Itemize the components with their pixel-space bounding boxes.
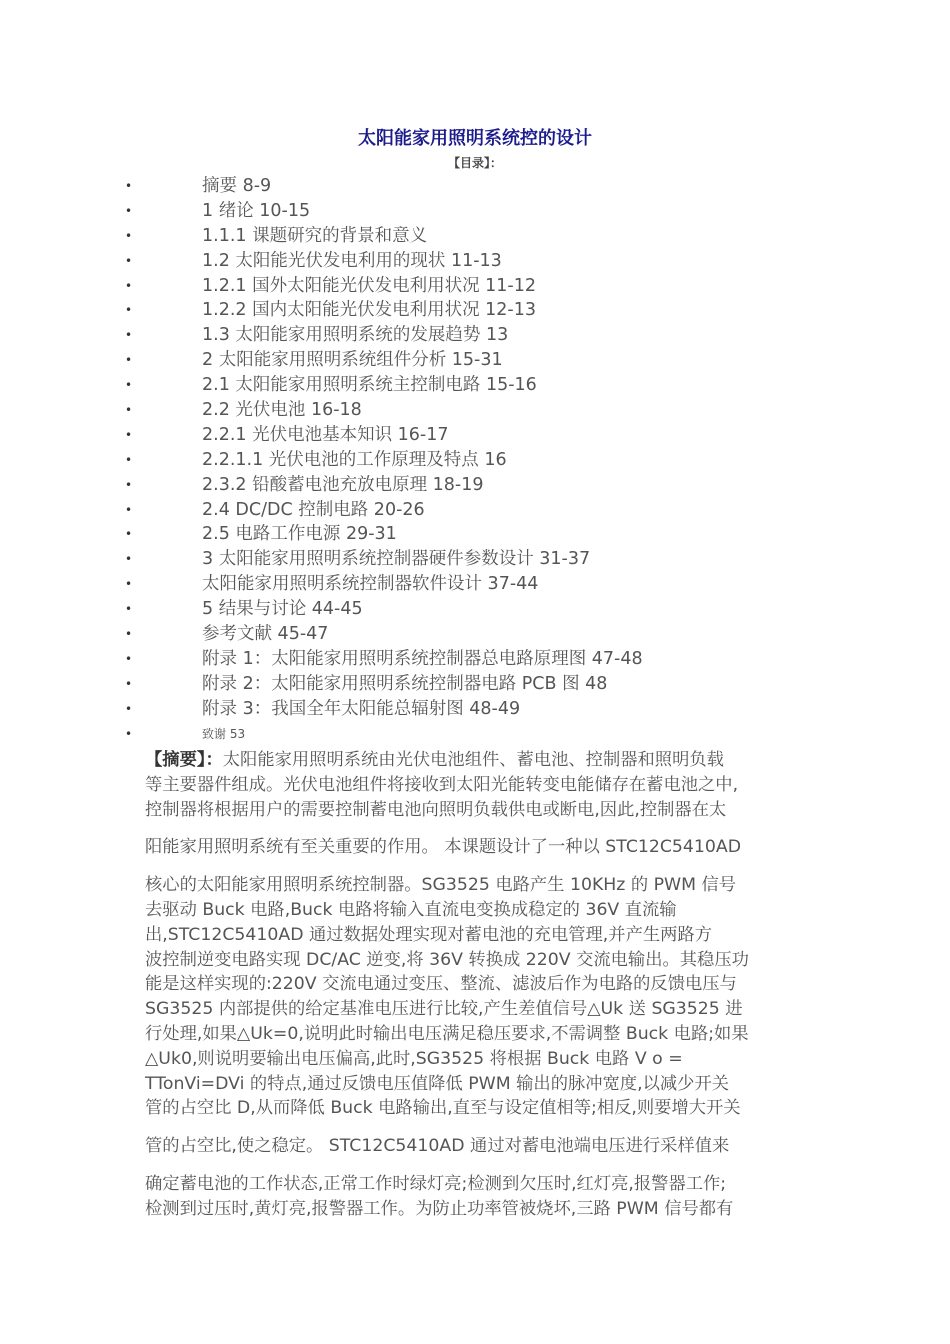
toc-item-label: 摘要 8-9 (202, 176, 272, 196)
toc-item[interactable] (125, 572, 825, 597)
toc-item-label: 2.2.1 光伏电池基本知识 16-17 (202, 424, 449, 445)
abstract-line: 确定蓄电池的工作状态,正常工作时绿灯亮;检测到欠压时,红灯亮,报警器工作; (145, 1173, 727, 1194)
toc-item-label: 附录 2：太阳能家用照明系统控制器电路 PCB 图 48 (202, 673, 608, 694)
abstract-line: △Uk0,则说明要输出电压偏高,此时,SG3525 将根据 Buck 电路 V o = (145, 1048, 683, 1069)
toc-item[interactable] (125, 348, 825, 373)
bullet-icon: • (125, 477, 133, 492)
toc-item-label: 2.2.1.1 光伏电池的工作原理及特点 16 (202, 449, 507, 470)
toc-item-label: 5 结果与讨论 44-45 (202, 599, 363, 620)
document-title: 太阳能家用照明系统控的设计 (358, 128, 592, 149)
toc-item[interactable] (125, 174, 825, 199)
toc-item[interactable] (125, 249, 825, 274)
toc-item[interactable] (125, 423, 825, 448)
abstract-line: 阳能家用照明系统有至关重要的作用。 本课题设计了一种以 STC12C5410AD (145, 837, 742, 858)
toc-heading: 【目录】： (447, 156, 502, 170)
abstract-text: 太阳能家用照明系统由光伏电池组件、蓄电池、控制器和照明负载 (222, 750, 724, 770)
bullet-icon: • (125, 577, 133, 592)
bullet-icon: • (125, 701, 133, 716)
bullet-icon: • (125, 676, 133, 691)
toc-item-label: 3 太阳能家用照明系统控制器硬件参数设计 31-37 (202, 549, 591, 570)
bullet-icon: • (125, 378, 133, 393)
toc-item-label: 2.3.2 铅酸蓄电池充放电原理 18-19 (202, 474, 484, 495)
toc-item-label: 附录 3：我国全年太阳能总辐射图 48-49 (202, 698, 521, 719)
toc-item[interactable] (125, 647, 825, 672)
bullet-icon: • (125, 627, 133, 642)
toc-item[interactable] (125, 373, 825, 398)
abstract-line: 去驱动 Buck 电路,Buck 电路将输入直流电变换成稳定的 36V 直流输 (145, 899, 677, 920)
abstract-line: TTonVi=DVi 的特点,通过反馈电压值降低 PWM 输出的脉冲宽度,以减少开关 (145, 1073, 730, 1094)
abstract-line: 管的占空比 D,从而降低 Buck 电路输出,直至与设定值相等;相反,则要增大开关 (145, 1098, 741, 1119)
toc-item-label: 致谢 53 (202, 726, 246, 741)
bullet-icon: • (125, 427, 133, 442)
toc-item[interactable] (125, 597, 825, 622)
toc-item[interactable] (125, 473, 825, 498)
toc-item-label: 1.3 太阳能家用照明系统的发展趋势 13 (202, 325, 509, 346)
abstract-line: 管的占空比,使之稳定。 STC12C5410AD 通过对蓄电池端电压进行采样值来 (145, 1136, 730, 1157)
bullet-icon: • (125, 602, 133, 617)
bullet-icon: • (125, 353, 133, 368)
abstract-line: SG3525 内部提供的给定基准电压进行比较,产生差值信号△Uk 送 SG3525 进 (145, 999, 743, 1020)
toc-item-label: 2.1 太阳能家用照明系统主控制电路 15-16 (202, 375, 537, 396)
bullet-icon: • (125, 726, 133, 741)
abstract-line: 行处理,如果△Uk=0,说明此时输出电压满足稳压要求,不需调整 Buck 电路;如果 (145, 1023, 749, 1044)
abstract-line: 检测到过压时,黄灯亮,报警器工作。为防止功率管被烧坏,三路 PWM 信号都有 (145, 1198, 734, 1219)
bullet-icon: • (125, 253, 133, 268)
toc-item-label: 2.2 光伏电池 16-18 (202, 400, 362, 421)
table-of-contents (125, 174, 825, 746)
abstract-line: 等主要器件组成。光伏电池组件将接收到太阳光能转变电能储存在蓄电池之中, (145, 774, 739, 795)
bullet-icon: • (125, 278, 133, 293)
toc-item[interactable] (125, 498, 825, 523)
toc-item-label: 1.2 太阳能光伏发电利用的现状 11-13 (202, 250, 502, 271)
bullet-icon: • (125, 527, 133, 542)
toc-item[interactable] (125, 722, 825, 747)
toc-item-label: 1 绪论 10-15 (202, 200, 311, 221)
toc-item[interactable] (125, 224, 825, 249)
abstract-line: 控制器将根据用户的需要控制蓄电池向照明负载供电或断电,因此,控制器在太 (145, 799, 727, 820)
abstract-section (145, 748, 810, 1222)
bullet-icon: • (125, 403, 133, 418)
toc-item[interactable] (125, 274, 825, 299)
abstract-line: 出,STC12C5410AD 通过数据处理实现对蓄电池的充电管理,并产生两路方 (145, 924, 712, 945)
abstract-line: 核心的太阳能家用照明系统控制器。SG3525 电路产生 10KHz 的 PWM 信号 (145, 875, 737, 896)
toc-item[interactable] (125, 547, 825, 572)
bullet-icon: • (125, 228, 133, 243)
toc-item-label: 2.5 电路工作电源 29-31 (202, 524, 397, 545)
toc-item[interactable] (125, 298, 825, 323)
abstract-line (145, 748, 810, 773)
bullet-icon: • (125, 203, 133, 218)
toc-item-label: 2 太阳能家用照明系统组件分析 15-31 (202, 350, 503, 371)
abstract-line: 能是这样实现的:220V 交流电通过变压、整流、滤波后作为电路的反馈电压与 (145, 974, 737, 995)
toc-item[interactable] (125, 622, 825, 647)
toc-item[interactable] (125, 199, 825, 224)
toc-item[interactable] (125, 522, 825, 547)
toc-item[interactable] (125, 697, 825, 722)
abstract-label: 【摘要】： (145, 750, 223, 770)
bullet-icon: • (125, 502, 133, 517)
toc-item-label: 参考文献 45-47 (202, 624, 329, 645)
toc-item[interactable] (125, 398, 825, 423)
bullet-icon: • (125, 552, 133, 567)
toc-item-label: 1.1.1 课题研究的背景和意义 (202, 225, 428, 246)
toc-item-label: 2.4 DC/DC 控制电路 20-26 (202, 499, 425, 520)
toc-item[interactable] (125, 448, 825, 473)
toc-item[interactable] (125, 323, 825, 348)
toc-item-label: 1.2.2 国内太阳能光伏发电利用状况 12-13 (202, 300, 537, 321)
toc-item-label: 1.2.1 国外太阳能光伏发电利用状况 11-12 (202, 275, 537, 296)
bullet-icon: • (125, 179, 133, 193)
abstract-line: 波控制逆变电路实现 DC/AC 逆变,将 36V 转换成 220V 交流电输出。其稳压功 (145, 949, 749, 970)
toc-item-label: 附录 1：太阳能家用照明系统控制器总电路原理图 47-48 (202, 648, 643, 669)
bullet-icon: • (125, 303, 133, 318)
bullet-icon: • (125, 328, 133, 343)
bullet-icon: • (125, 452, 133, 467)
toc-item-label: 太阳能家用照明系统控制器软件设计 37-44 (202, 574, 539, 595)
bullet-icon: • (125, 651, 133, 666)
toc-item[interactable] (125, 672, 825, 697)
